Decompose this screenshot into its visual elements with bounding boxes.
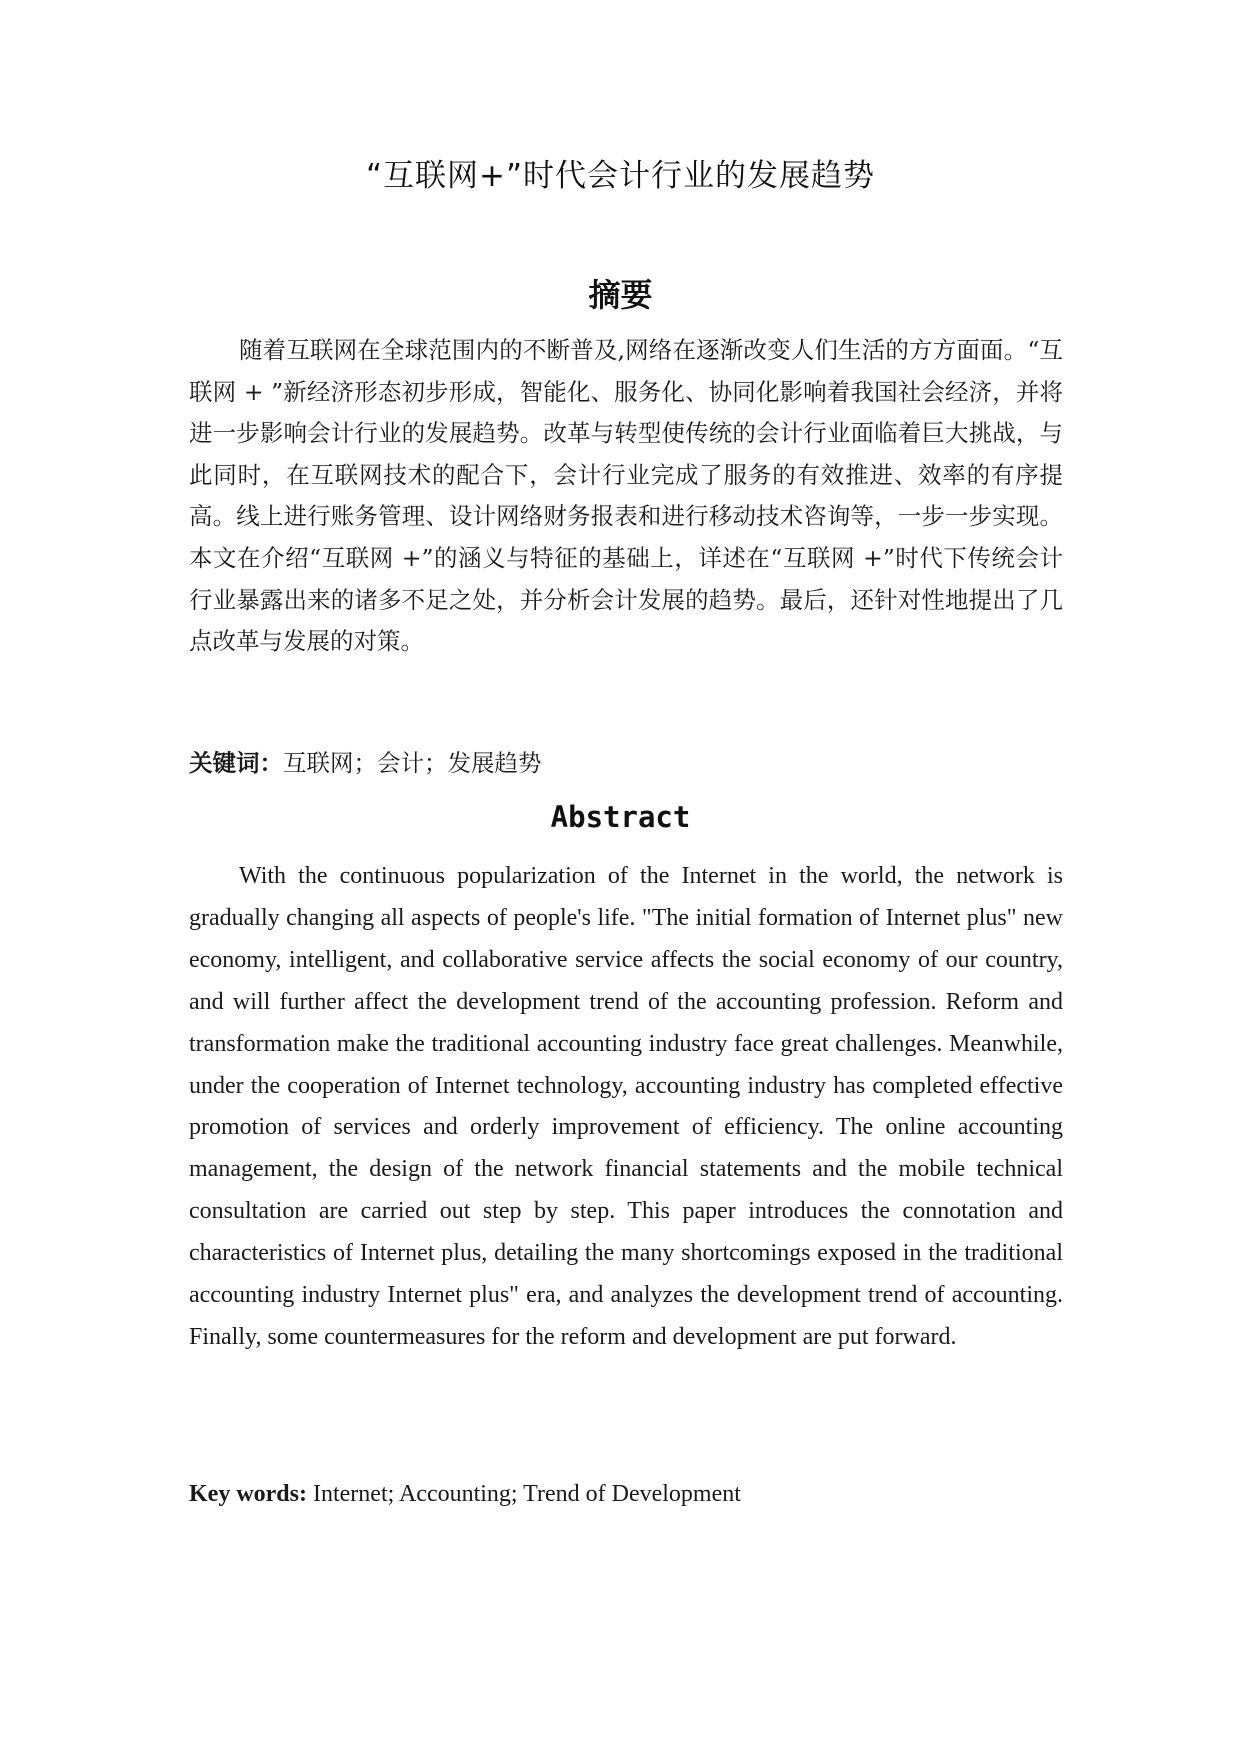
chinese-keywords bbox=[189, 744, 542, 778]
english-abstract-body: With the continuous popularization of the Internet in the world, the network is gradually changing all aspects of people's life. "The initial formation of Internet plus" new economy, intelligent, and collaborative service affects the social economy of our country, and will further affect the development trend of the accounting profession. Reform and transformation make the traditional accounting industry face great challenges. Meanwhile, under the cooperation of Internet technology, accounting industry has completed effective promotion of services and orderly improvement of efficiency. The online accounting management, the design of the network financial statements and the mobile technical consultation are carried out step by step. This paper introduces the connotation and characteristics of Internet plus, detailing the many shortcomings exposed in the traditional accounting industry Internet plus" era, and analyzes the development trend of accounting. Finally, some countermeasures for the reform and development are put forward. bbox=[189, 863, 1063, 1350]
chinese-keywords-value: 互联网；会计；发展趋势 bbox=[283, 749, 542, 777]
english-keywords-label: Key words: bbox=[189, 1481, 307, 1507]
chinese-abstract-body: 随着互联网在全球范围内的不断普及,网络在逐渐改变人们生活的方方面面。“互联网 + ”新经济形态初步形成，智能化、服务化、协同化影响着我国社会经济，并将进一步影响会计行业的发展趋势。改革与转型使传统的会计行业面临着巨大挑战，与此同时，在互联网技术的配合下，会计行业完成了服务的有效推进、效率的有序提高。线上进行账务管理、设计网络财务报表和进行移动技术咨询等，一步一步实现。本文在介绍“互联网 +”的涵义与特征的基础上，详述在“互联网 +”时代下传统会计行业暴露出来的诸多不足之处，并分析会计发展的趋势。最后，还针对性地提出了几点改革与发展的对策。 bbox=[189, 336, 1063, 656]
chinese-abstract-heading: 摘要 bbox=[588, 276, 653, 314]
english-abstract-heading: Abstract bbox=[550, 800, 691, 834]
page-title: “互联网+”时代会计行业的发展趋势 bbox=[365, 158, 876, 194]
english-keywords-value: Internet; Accounting; Trend of Development bbox=[312, 1481, 741, 1507]
chinese-keywords-label: 关键词： bbox=[189, 749, 283, 777]
english-keywords bbox=[189, 1481, 741, 1508]
